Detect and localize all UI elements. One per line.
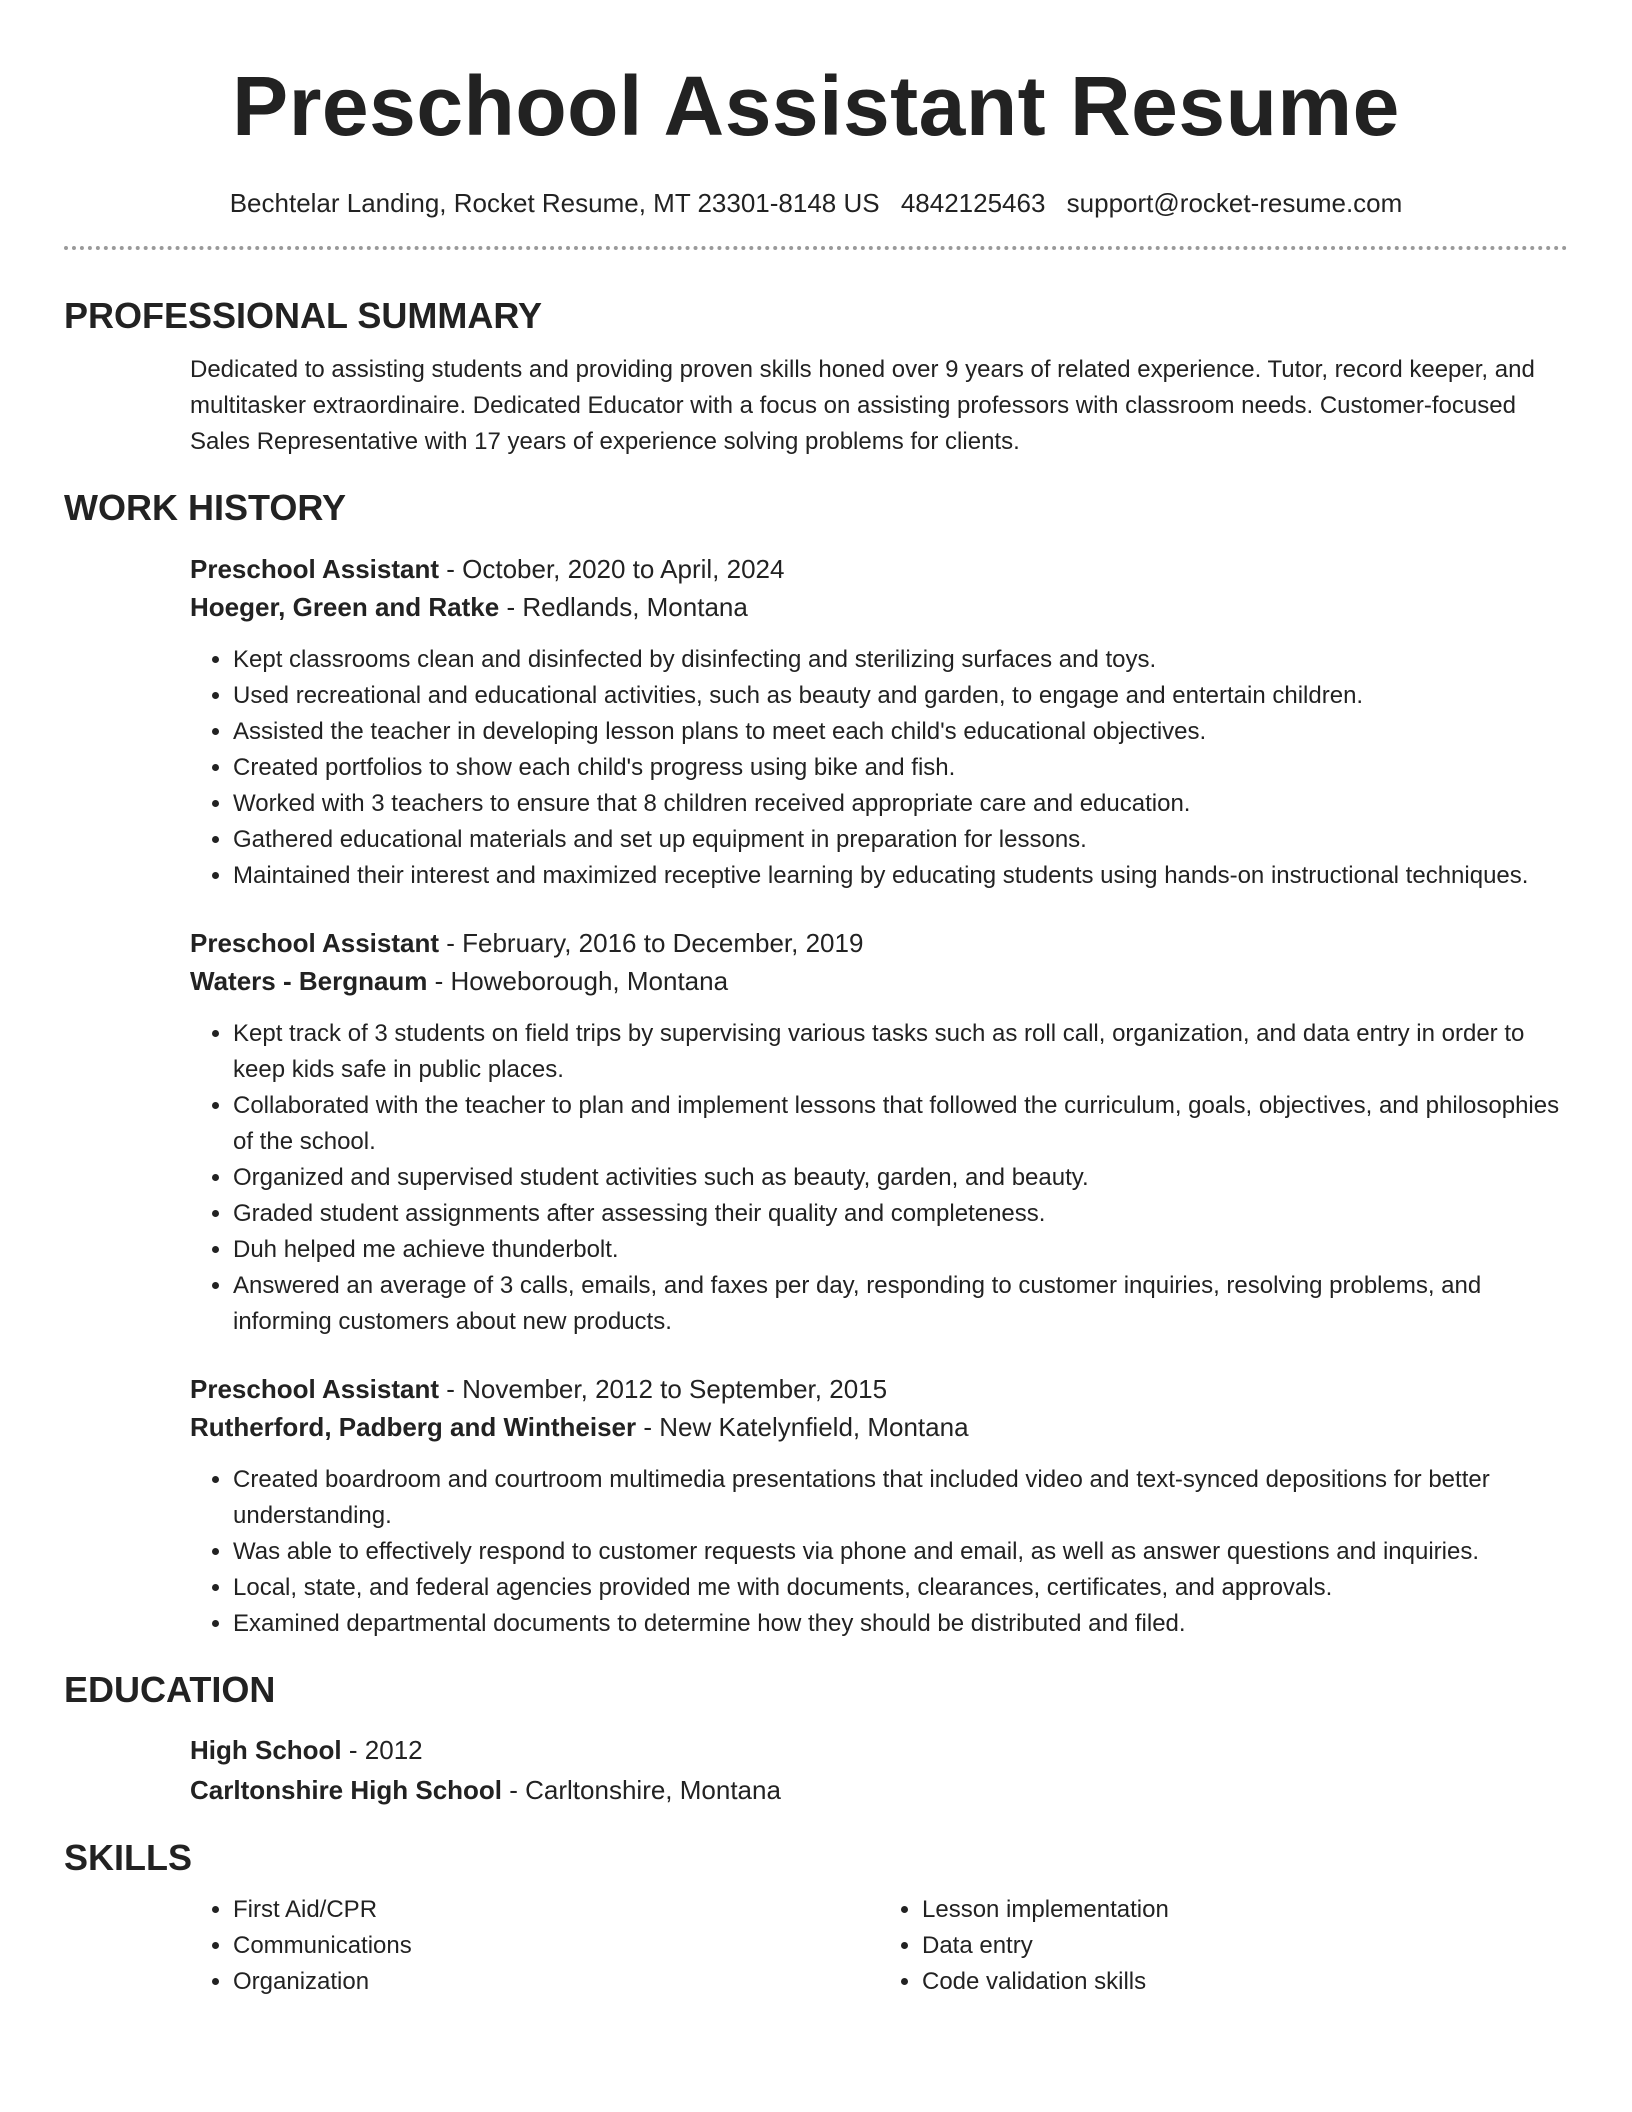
list-item: • Collaborated with the teacher to plan and implement lessons that followed the curriculum, goals, objectives, and philosophies of the school. — [233, 1088, 1568, 1160]
education-year: - 2012 — [341, 1735, 423, 1765]
list-item: • Organization — [233, 1964, 879, 2000]
list-item: • Assisted the teacher in developing lesson plans to meet each child's educational objectives. — [233, 714, 1568, 750]
job-location: - New Katelynfield, Montana — [636, 1412, 969, 1442]
job-bullets — [190, 1462, 1568, 1642]
list-item: • Created boardroom and courtroom multimedia presentations that included video and text-synced depositions for better understanding. — [233, 1462, 1568, 1534]
list-item: • Organized and supervised student activities such as beauty, garden, and beauty. — [233, 1160, 1568, 1196]
list-item: • Kept classrooms clean and disinfected by disinfecting and sterilizing surfaces and toys. — [233, 642, 1568, 678]
job-company: Waters - Bergnaum — [190, 966, 428, 996]
job-title: Preschool Assistant — [190, 928, 440, 958]
job-company-line — [190, 588, 1568, 626]
job-entry — [190, 1370, 1568, 1642]
job-location: - Redlands, Montana — [499, 592, 748, 622]
job-dates: - February, 2016 to December, 2019 — [439, 928, 864, 958]
job-company-line — [190, 962, 1568, 1000]
page-title: Preschool Assistant Resume — [232, 59, 1400, 153]
job-title: Preschool Assistant — [190, 554, 440, 584]
skills-right-column — [879, 1892, 1568, 2000]
job-title-line — [190, 1370, 1568, 1408]
list-item: • Used recreational and educational activities, such as beauty and garden, to engage and entertain children. — [233, 678, 1568, 714]
job-dates: - October, 2020 to April, 2024 — [439, 554, 785, 584]
list-item: • First Aid/CPR — [233, 1892, 879, 1928]
list-item: • Gathered educational materials and set up equipment in preparation for lessons. — [233, 822, 1568, 858]
list-item: • Maintained their interest and maximized receptive learning by educating students using hands-on instructional techniques. — [233, 858, 1568, 894]
contact-email: support@rocket-resume.com — [1066, 188, 1403, 218]
job-location: - Howeborough, Montana — [427, 966, 729, 996]
contact-address: Bechtelar Landing, Rocket Resume, MT 23301-8148 US — [229, 188, 880, 218]
list-item: • Duh helped me achieve thunderbolt. — [233, 1232, 1568, 1268]
degree-line — [190, 1730, 1568, 1770]
list-item: • Code validation skills — [922, 1964, 1568, 2000]
job-company: Hoeger, Green and Ratke — [190, 592, 500, 622]
skills-heading: SKILLS — [64, 1837, 193, 1878]
job-dates: - November, 2012 to September, 2015 — [439, 1374, 888, 1404]
job-bullets — [190, 1016, 1568, 1340]
job-entry — [190, 924, 1568, 1340]
list-item: • Communications — [233, 1928, 879, 1964]
work-history-heading: WORK HISTORY — [64, 487, 347, 528]
contact-info — [64, 186, 1568, 220]
job-title-line — [190, 550, 1568, 588]
list-item: • Local, state, and federal agencies provided me with documents, clearances, certificates, and approvals. — [233, 1570, 1568, 1606]
list-item: • Graded student assignments after assessing their quality and completeness. — [233, 1196, 1568, 1232]
job-bullets — [190, 642, 1568, 894]
job-title: Preschool Assistant — [190, 1374, 440, 1404]
school-line — [190, 1770, 1568, 1810]
header-divider — [64, 246, 1568, 250]
list-item: • Data entry — [922, 1928, 1568, 1964]
school-name: Carltonshire High School — [190, 1775, 503, 1805]
job-title-line — [190, 924, 1568, 962]
list-item: • Was able to effectively respond to customer requests via phone and email, as well as answer questions and inquiries. — [233, 1534, 1568, 1570]
contact-phone: 4842125463 — [900, 188, 1046, 218]
summary-heading: PROFESSIONAL SUMMARY — [64, 295, 543, 336]
education-entry — [190, 1730, 1568, 1810]
school-location: - Carltonshire, Montana — [502, 1775, 781, 1805]
job-company: Rutherford, Padberg and Wintheiser — [190, 1412, 637, 1442]
list-item: • Worked with 3 teachers to ensure that 8 children received appropriate care and education. — [233, 786, 1568, 822]
skills-grid — [190, 1892, 1568, 2000]
job-entry — [190, 550, 1568, 894]
education-heading: EDUCATION — [64, 1669, 276, 1710]
job-company-line — [190, 1408, 1568, 1446]
list-item: • Created portfolios to show each child's progress using bike and fish. — [233, 750, 1568, 786]
skills-left-column — [190, 1892, 879, 2000]
resume-page — [64, 0, 1568, 2000]
list-item: • Lesson implementation — [922, 1892, 1568, 1928]
list-item: • Kept track of 3 students on field trips by supervising various tasks such as roll call, organization, and data entry in order to keep kids safe in public places. — [233, 1016, 1568, 1088]
list-item: • Examined departmental documents to determine how they should be distributed and filed. — [233, 1606, 1568, 1642]
list-item: • Answered an average of 3 calls, emails, and faxes per day, responding to customer inquiries, resolving problems, and informing customers about new products. — [233, 1268, 1568, 1340]
degree: High School — [190, 1735, 342, 1765]
summary-text: Dedicated to assisting students and providing proven skills honed over 9 years of related experience. Tutor, record keeper, and multitasker extraordinaire. Dedicated Educator with a focus on assisting professors with classroom needs. Customer-focused Sales Representative with 17 years of experience solving problems for clients. — [190, 356, 1535, 455]
